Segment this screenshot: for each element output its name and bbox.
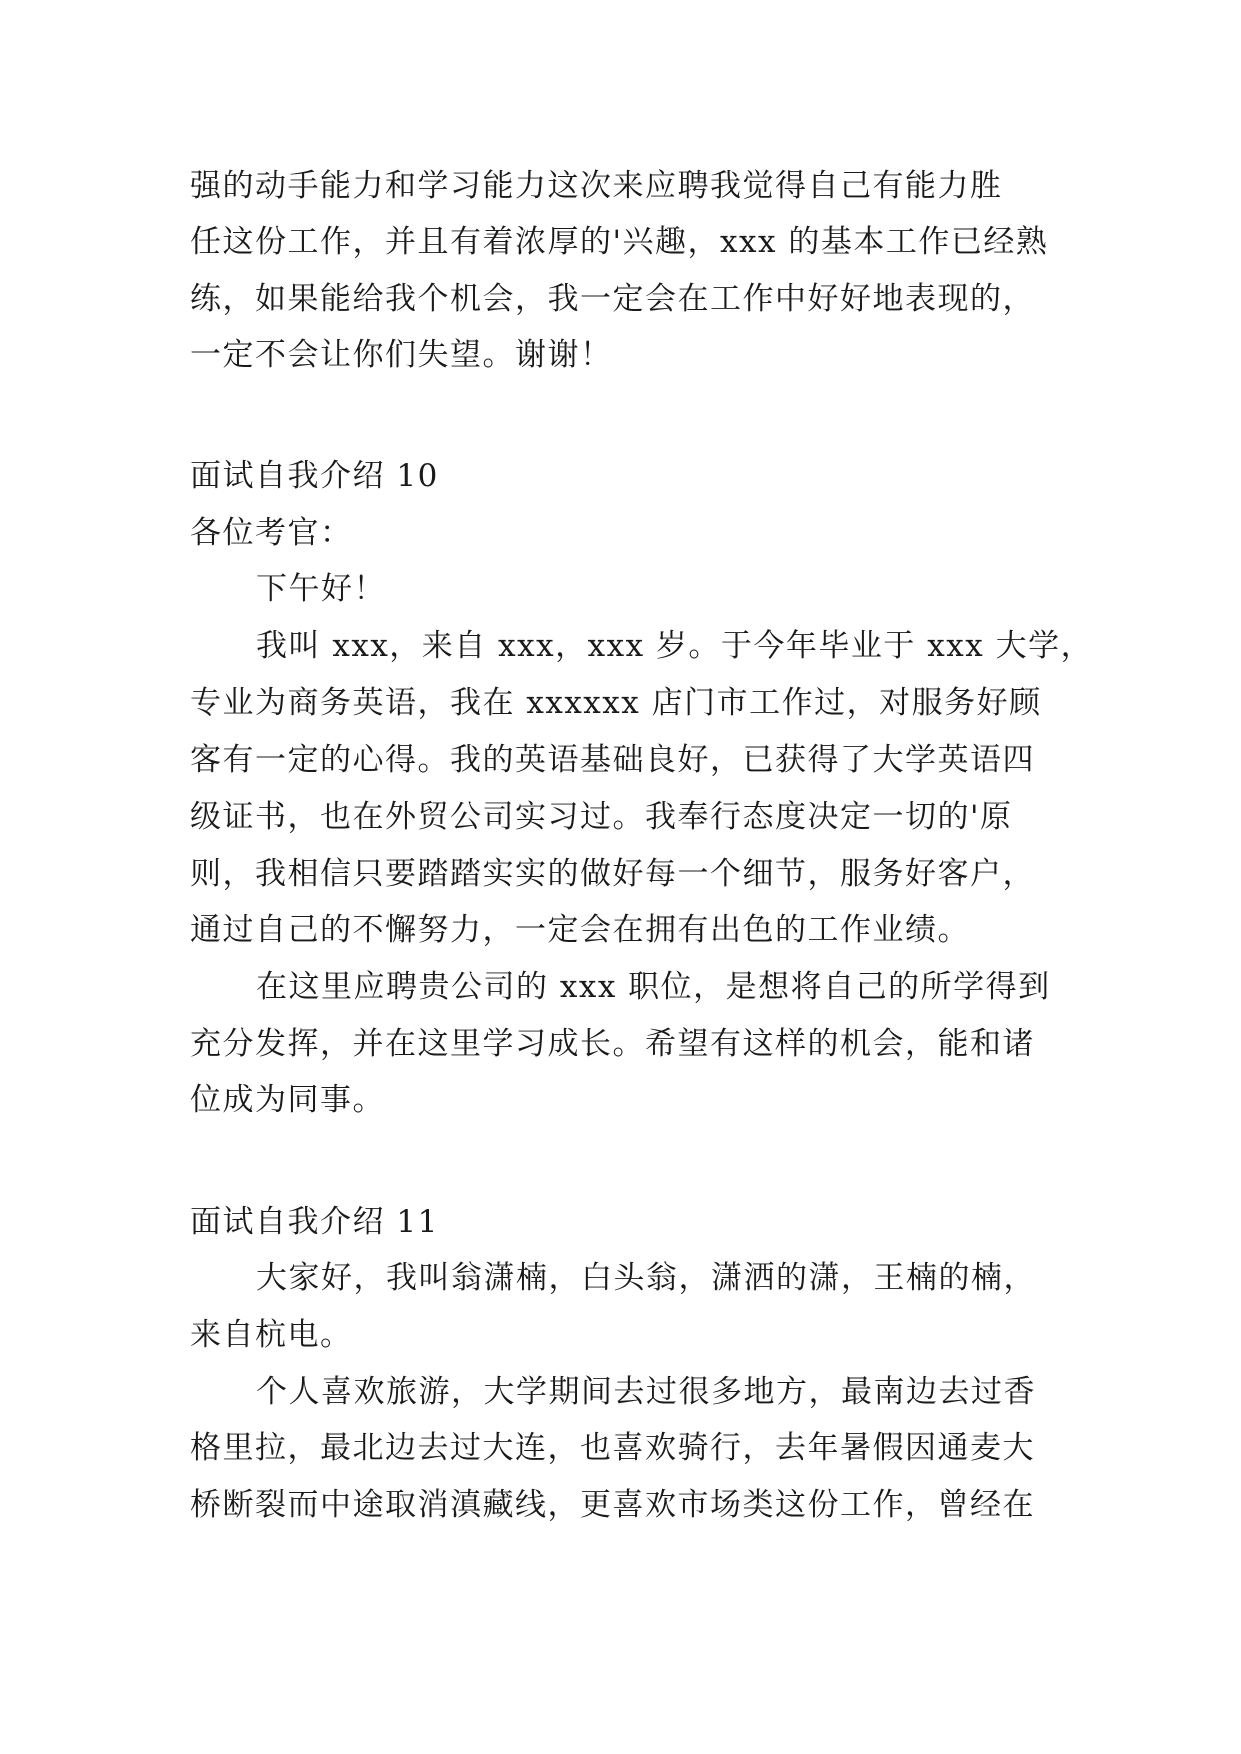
text-line: 充分发挥，并在这里学习成长。希望有这样的机会，能和诸 (190, 1026, 1035, 1062)
section-heading: 面试自我介绍 11 (190, 1204, 439, 1240)
text-line: 我叫 xxx，来自 xxx，xxx 岁。于今年毕业于 xxx 大学， (256, 628, 1094, 664)
text-line: 强的动手能力和学习能力这次来应聘我觉得自己有能力胜 (190, 168, 1003, 204)
text-line: 大家好，我叫翁潇楠，白头翁，潇洒的潇，王楠的楠， (256, 1260, 1036, 1296)
text-line: 通过自己的不懈努力，一定会在拥有出色的工作业绩。 (190, 912, 970, 948)
text-line: 一定不会让你们失望。谢谢！ (190, 337, 613, 373)
text-line: 则，我相信只要踏踏实实的做好每一个细节，服务好客户， (190, 856, 1035, 892)
greeting: 下午好！ (256, 571, 386, 607)
salutation: 各位考官： (190, 515, 353, 551)
text-line: 客有一定的心得。我的英语基础良好，已获得了大学英语四 (190, 742, 1035, 778)
text-line: 来自杭电。 (190, 1317, 353, 1353)
text-line: 级证书，也在外贸公司实习过。我奉行态度决定一切的'原 (190, 799, 1013, 835)
text-line: 任这份工作，并且有着浓厚的'兴趣，xxx 的基本工作已经熟 (190, 224, 1049, 260)
text-line: 个人喜欢旅游，大学期间去过很多地方，最南边去过香 (256, 1374, 1036, 1410)
text-line: 在这里应聘贵公司的 xxx 职位，是想将自己的所学得到 (256, 969, 1051, 1005)
text-line: 专业为商务英语，我在 xxxxxx 店门市工作过，对服务好顾 (190, 685, 1042, 721)
text-line: 练，如果能给我个机会，我一定会在工作中好好地表现的， (190, 281, 1035, 317)
text-line: 桥断裂而中途取消滇藏线，更喜欢市场类这份工作，曾经在 (190, 1487, 1035, 1523)
text-line: 位成为同事。 (190, 1082, 385, 1118)
section-heading: 面试自我介绍 10 (190, 458, 439, 494)
text-line: 格里拉，最北边去过大连，也喜欢骑行，去年暑假因通麦大 (190, 1430, 1035, 1466)
